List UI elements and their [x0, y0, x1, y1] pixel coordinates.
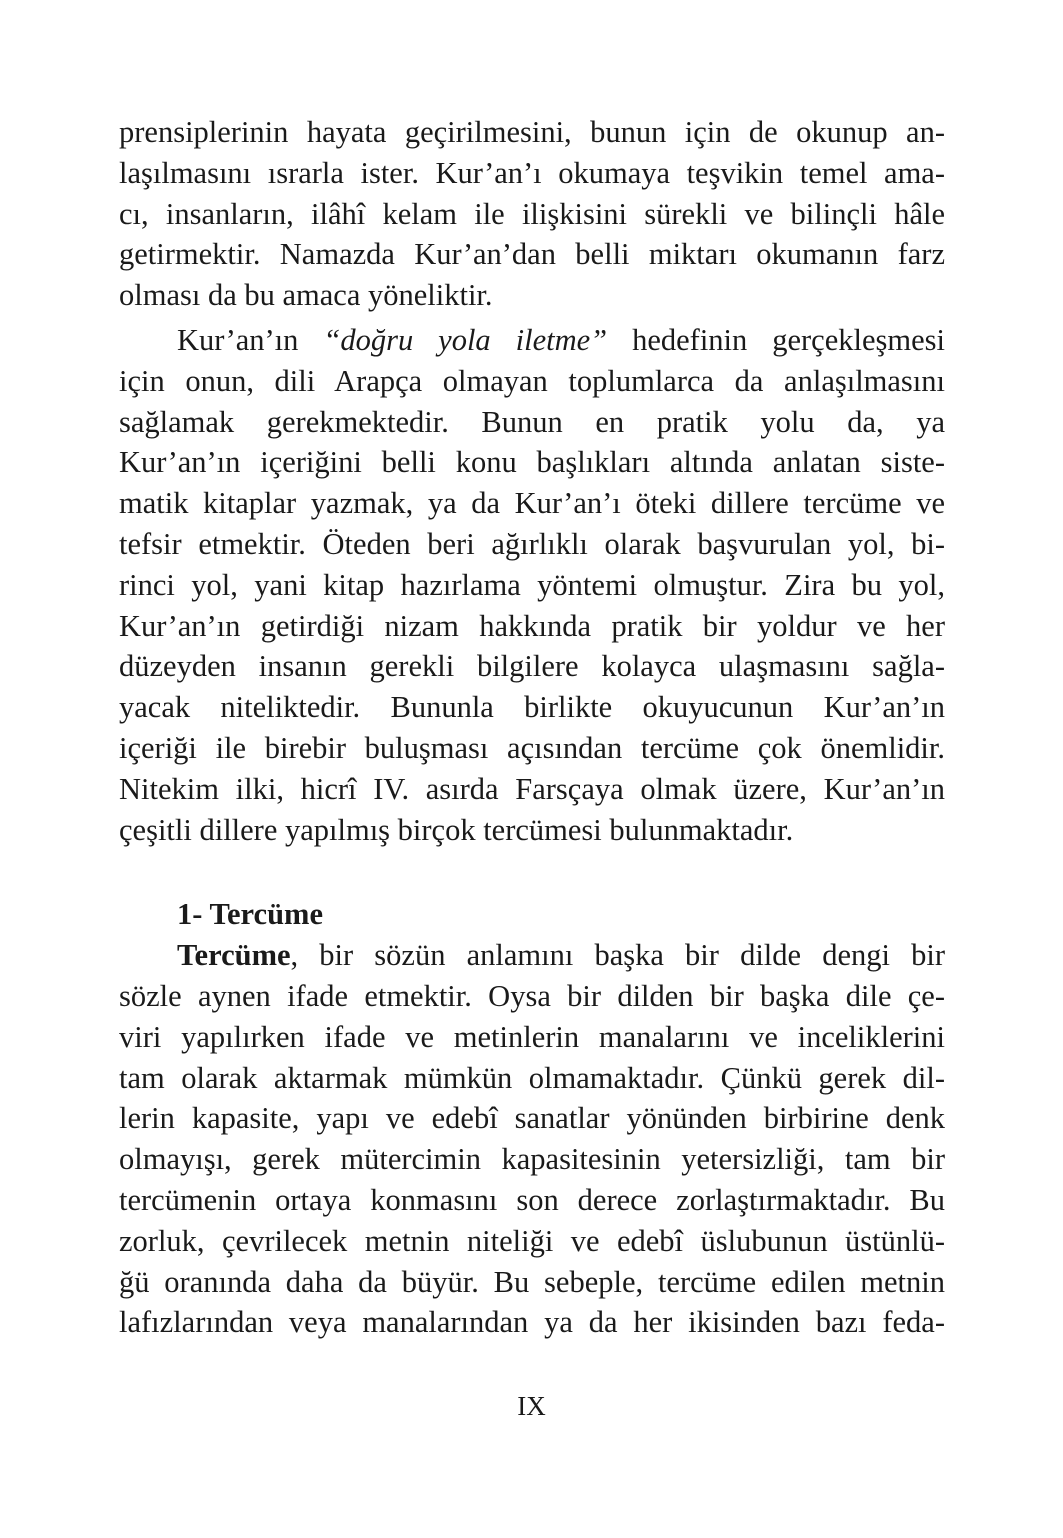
text-line: lerin kapasite, yapı ve edebî sanatlar yönünden birbirine denk	[119, 1101, 945, 1136]
text-line: viri yapılırken ifade ve metinlerin manalarını ve inceliklerini	[119, 1019, 945, 1054]
text-line: düzeyden insanın gerekli bilgilere kolayca ulaşmasını sağla-	[119, 649, 945, 684]
text-line: sağlamak gerekmektedir. Bunun en pratik yolu da, ya	[119, 404, 945, 439]
text-line: tam olarak aktarmak mümkün olmamaktadır. Çünkü gerek dil-	[119, 1060, 945, 1095]
text-run: , bir sözün anlamını başka bir dilde dengi bir	[290, 938, 945, 973]
text-run: hedefinin gerçekleşmesi	[607, 322, 945, 357]
bold-term: Tercüme	[177, 938, 291, 973]
text-line: Kur’an’ın içeriğini belli konu başlıkları altında anlatan siste-	[119, 445, 945, 480]
text-line: çeşitli dillere yapılmış birçok tercümesi bulunmaktadır.	[119, 812, 794, 847]
text-line: tercümenin ortaya konmasını son derece zorlaştırmaktadır. Bu	[119, 1182, 945, 1217]
text-line: prensiplerinin hayata geçirilmesini, bunun için de okunup an-	[119, 115, 945, 149]
paragraph-1	[119, 112, 945, 316]
text-run: Kur’an’ın	[177, 322, 324, 357]
text-line: yacak niteliktedir. Bununla birlikte okuyucunun Kur’an’ın	[119, 690, 945, 725]
text-line: zorluk, çevrilecek metnin niteliği ve edebî üslubunun üstünlü-	[119, 1223, 945, 1258]
text-line: olmayışı, gerek mütercimin kapasitesinin yetersizliği, tam bir	[119, 1142, 945, 1177]
text-line: getirmektir. Namazda Kur’an’dan belli miktarı okumanın farz	[119, 237, 945, 272]
text-line	[119, 320, 945, 361]
paragraph-2	[119, 320, 945, 850]
italic-quote: “doğru yola iletme”	[323, 322, 608, 357]
text-line: laşılmasını ısrarla ister. Kur’an’ı okumaya teşvikin temel ama-	[119, 155, 945, 190]
paragraph-3	[119, 935, 945, 1343]
text-line	[119, 935, 945, 976]
text-line: içeriği ile birebir buluşması açısından tercüme çok önemlidir.	[119, 730, 945, 765]
text-line: matik kitaplar yazmak, ya da Kur’an’ı öteki dillere tercüme ve	[119, 486, 945, 521]
text-line: ğü oranında daha da büyür. Bu sebeple, tercüme edilen metnin	[119, 1264, 945, 1299]
text-line: rinci yol, yani kitap hazırlama yöntemi olmuştur. Zira bu yol,	[119, 567, 945, 602]
section-heading: 1- Tercüme	[177, 897, 323, 932]
text-line: cı, insanların, ilâhî kelam ile ilişkisini sürekli ve bilinçli hâle	[119, 196, 945, 231]
page-body	[119, 112, 945, 1343]
text-line: için onun, dili Arapça olmayan toplumlarca da anlaşılmasını	[119, 363, 945, 398]
text-line: lafızlarından veya manalarından ya da her ikisinden bazı feda-	[119, 1305, 945, 1340]
text-line: tefsir etmektir. Öteden beri ağırlıklı olarak başvurulan yol, bi-	[119, 526, 945, 561]
text-line: olması da bu amaca yöneliktir.	[119, 278, 493, 313]
text-line: Nitekim ilki, hicrî IV. asırda Farsçaya olmak üzere, Kur’an’ın	[119, 771, 945, 806]
text-line: Kur’an’ın getirdiği nizam hakkında pratik bir yoldur ve her	[119, 608, 945, 643]
text-line: sözle aynen ifade etmektir. Oysa bir dilden bir başka dile çe-	[119, 978, 945, 1013]
page-number: IX	[517, 1391, 546, 1421]
